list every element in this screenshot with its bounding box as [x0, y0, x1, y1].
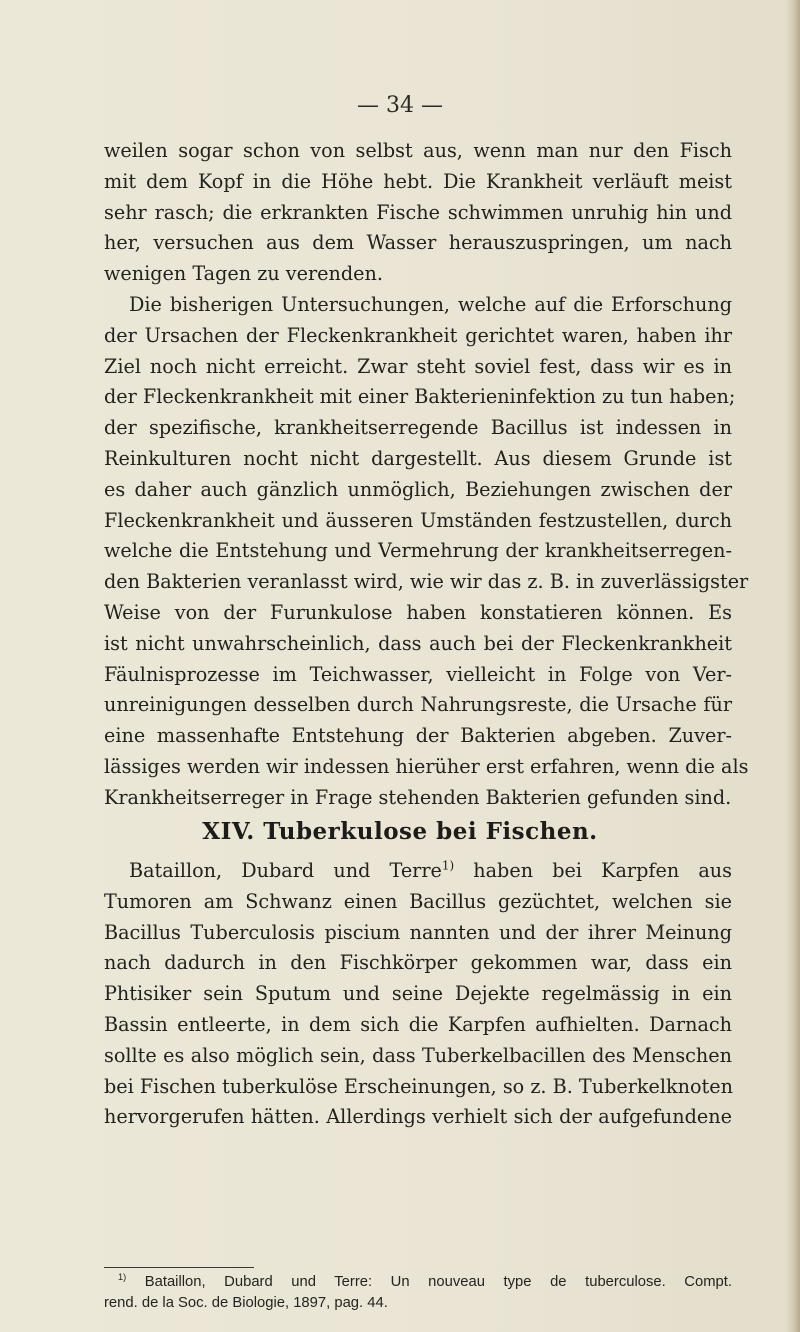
text-line: Fleckenkrankheit und äusseren Umständen festzustellen, durch	[104, 508, 732, 532]
text-line: Die bisherigen Untersuchungen, welche auf die Erforschung	[129, 292, 732, 316]
page-number: — 34 —	[357, 93, 443, 118]
text-line: sehr rasch; die erkrankten Fische schwimmen unruhig hin und	[104, 200, 732, 224]
footnote-divider	[104, 1267, 254, 1268]
footnote-marker: 1)	[118, 1272, 127, 1283]
text-line: her, versuchen aus dem Wasser herauszuspringen, um nach	[104, 231, 732, 255]
text-line: Tumoren am Schwanz einen Bacillus gezüchtet, welchen sie	[104, 889, 732, 913]
text-line: Bacillus Tuberculosis piscium nannten und der ihrer Meinung	[104, 920, 732, 944]
paragraph-2	[104, 290, 749, 814]
text-line: Reinkulturen nocht nicht dargestellt. Aus diesem Grunde ist	[104, 446, 732, 470]
text-line: hervorgerufen hätten. Allerdings verhielt sich der aufgefundene	[104, 1105, 732, 1129]
page-edge-shadow	[786, 0, 800, 1332]
text-line: Weise von der Furunkulose haben konstatieren können. Es	[104, 600, 732, 624]
section-heading: XIV. Tuberkulose bei Fischen.	[202, 818, 598, 845]
text-line: Phtisiker sein Sputum und seine Dejekte regelmässig in ein	[104, 982, 732, 1006]
text-line: nach dadurch in den Fischkörper gekommen war, dass ein	[104, 951, 732, 975]
text-line: Ziel noch nicht erreicht. Zwar steht soviel fest, dass wir es in	[104, 354, 732, 378]
text-line: bei Fischen tuberkulöse Erscheinungen, so z. B. Tuberkelknoten	[104, 1074, 733, 1098]
body-text-top	[104, 136, 749, 814]
text-fragment: Bataillon, Dubard und Terre	[129, 859, 442, 882]
text-line: sollte es also möglich sein, dass Tuberkelbacillen des Menschen	[104, 1043, 732, 1067]
footnote-reference[interactable]: 1)	[441, 858, 455, 873]
text-line: unreinigungen desselben durch Nahrungsreste, die Ursache für	[104, 693, 732, 717]
text-line: mit dem Kopf in die Höhe hebt. Die Krankheit verläuft meist	[104, 169, 732, 193]
text-line: Fäulnisprozesse im Teichwasser, vielleicht in Folge von Ver-	[104, 662, 732, 686]
text-line: der Ursachen der Fleckenkrankheit gerichtet waren, haben ihr	[104, 323, 732, 347]
text-fragment: haben bei Karpfen aus	[454, 859, 732, 882]
text-line: ist nicht unwahrscheinlich, dass auch bei der Fleckenkrankheit	[104, 631, 732, 655]
text-line: Krankheitserreger in Frage stehenden Bakterien gefunden sind.	[104, 785, 732, 809]
text-line	[104, 856, 732, 887]
text-line: lässiges werden wir indessen hierüher erst erfahren, wenn die als	[104, 754, 749, 778]
text-line: weilen sogar schon von selbst aus, wenn man nur den Fisch	[104, 139, 732, 162]
text-line: der spezifische, krankheitserregende Bacillus ist indessen in	[104, 416, 732, 440]
footnote-line: rend. de la Soc. de Biologie, 1897, pag. 44.	[104, 1295, 388, 1311]
footnote	[104, 1272, 732, 1314]
paragraph-1	[104, 136, 732, 290]
text-line: wenigen Tagen zu verenden.	[104, 262, 383, 286]
text-line: eine massenhafte Entstehung der Bakterien abgeben. Zuver-	[104, 724, 732, 748]
text-line: es daher auch gänzlich unmöglich, Beziehungen zwischen der	[104, 477, 732, 501]
footnote-line	[104, 1272, 732, 1293]
paragraph-3	[104, 856, 732, 1133]
text-line: den Bakterien veranlasst wird, wie wir das z. B. in zuverlässigster	[104, 570, 749, 594]
body-text-bottom	[104, 856, 732, 1133]
text-line: Bassin entleerte, in dem sich die Karpfen aufhielten. Darnach	[104, 1012, 732, 1036]
footnote-text: Bataillon, Dubard und Terre: Un nouveau type de tuberculose. Compt.	[126, 1274, 732, 1290]
text-line: der Fleckenkrankheit mit einer Bakterieninfektion zu tun haben;	[104, 385, 736, 409]
text-line: welche die Entstehung und Vermehrung der krankheitserregen-	[104, 539, 732, 563]
